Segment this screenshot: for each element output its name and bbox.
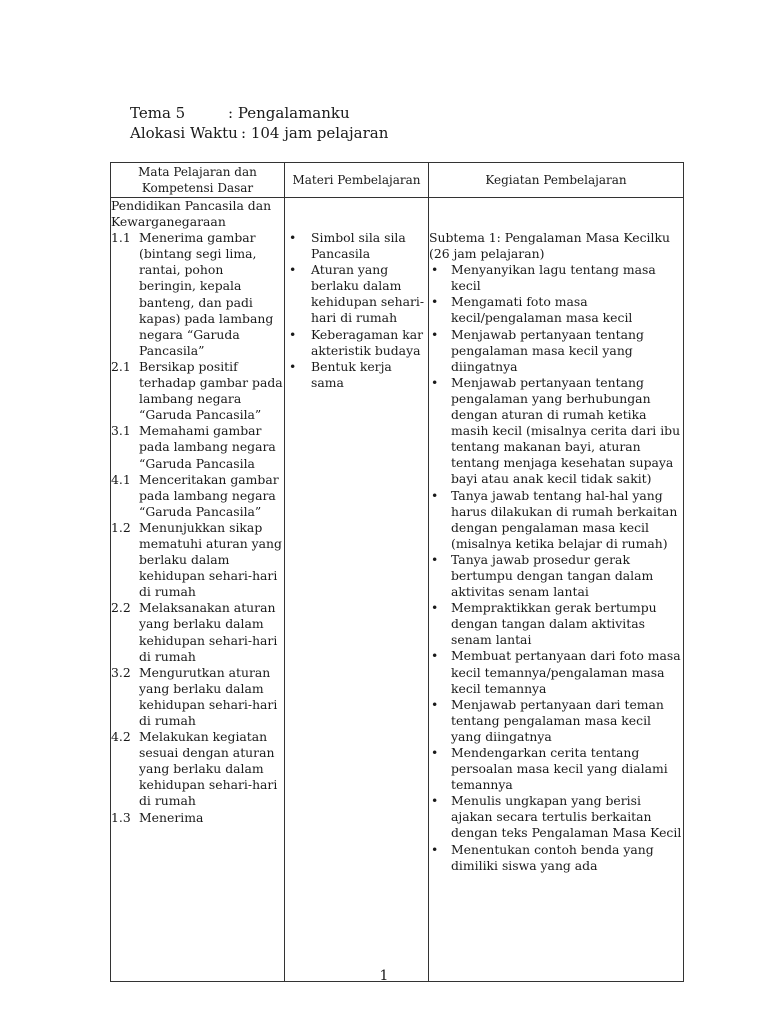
kegiatan-item (429, 793, 683, 841)
kegiatan-item (429, 648, 683, 696)
bullet-icon: • (431, 841, 439, 857)
competency-item (111, 729, 284, 809)
bullet-icon: • (431, 326, 439, 342)
kegiatan-text: Tanya jawab prosedur gerak bertumpu dengan tangan dalam aktivitas senam lantai (451, 551, 654, 600)
tema-value: : Pengalamanku (228, 104, 350, 122)
kegiatan-text: Mengamati foto masa kecil/pengalaman masa kecil (451, 294, 633, 326)
competency-text: Memahami gambar pada lambang negara “Garuda Pancasila (139, 423, 276, 471)
competency-number: 2.1 (111, 358, 131, 374)
kegiatan-text: Menentukan contoh benda yang dimiliki siswa yang ada (451, 841, 654, 873)
materi-item (285, 262, 428, 326)
tema-label: Tema 5 (130, 104, 186, 122)
competency-number: 4.2 (111, 729, 131, 745)
subtheme-title: Subtema 1: Pengalaman Masa Kecilku (26 jam pelajaran) (429, 230, 670, 262)
competency-number: 1.3 (111, 809, 131, 825)
bullet-icon: • (431, 262, 439, 278)
materi-text: Aturan yang berlaku dalam kehidupan sehari-hari di rumah (311, 262, 425, 326)
kegiatan-item (429, 294, 683, 326)
kompetensi-cell (111, 198, 285, 982)
kegiatan-item (429, 262, 683, 294)
materi-text: Simbol sila sila Pancasila (311, 230, 406, 262)
competency-item (111, 472, 284, 520)
competency-text: Mengurutkan aturan yang berlaku dalam kehidupan sehari-hari di rumah (139, 664, 278, 728)
document-header (130, 103, 388, 143)
bullet-icon: • (289, 230, 297, 245)
kegiatan-item (429, 488, 683, 552)
kegiatan-item (429, 600, 683, 648)
bullet-icon: • (431, 294, 439, 310)
tema-row (130, 103, 388, 123)
competency-text: Menerima gambar (bintang segi lima, rantai, pohon beringin, kepala banteng, dan padi kapas) pada lambang negara “Garuda Pancasila” (139, 230, 274, 358)
alokasi-row (130, 123, 388, 143)
materi-text: Bentuk kerja sama (311, 358, 392, 390)
kegiatan-text: Menjawab pertanyaan tentang pengalaman masa kecil yang diingatnya (451, 326, 644, 374)
competency-item (111, 359, 284, 423)
kegiatan-text: Mendengarkan cerita tentang persoalan masa kecil yang dialami temannya (451, 745, 668, 793)
column-header-materi: Materi Pembelajaran (285, 163, 429, 198)
bullet-icon: • (431, 696, 439, 712)
competency-number: 4.1 (111, 471, 131, 487)
bullet-icon: • (289, 326, 297, 342)
competency-list (111, 230, 284, 825)
table-row (111, 198, 684, 982)
alokasi-value: : 104 jam pelajaran (241, 124, 389, 142)
bullet-icon: • (431, 551, 439, 567)
column-header-kegiatan: Kegiatan Pembelajaran (429, 163, 684, 198)
bullet-icon: • (431, 487, 439, 503)
competency-text: Bersikap positif terhadap gambar pada lambang negara “Garuda Pancasila” (139, 358, 283, 423)
kegiatan-text: Menulis ungkapan yang berisi ajakan secara tertulis berkaitan dengan teks Pengalaman Masa Kecil (451, 793, 682, 841)
kegiatan-cell (429, 198, 684, 982)
competency-item (111, 520, 284, 600)
materi-text: Keberagaman karakteristik budaya (311, 326, 424, 358)
competency-number: 2.2 (111, 600, 131, 616)
competency-number: 1.1 (111, 230, 131, 246)
competency-item (111, 810, 284, 826)
kegiatan-text: Menjawab pertanyaan dari teman tentang pengalaman masa kecil yang diingatnya (451, 696, 664, 744)
competency-text: Melakukan kegiatan sesuai dengan aturan yang berlaku dalam kehidupan sehari-hari di rumah (139, 729, 278, 809)
kegiatan-text: Mempraktikkan gerak bertumpu dengan tangan dalam aktivitas senam lantai (451, 600, 657, 648)
competency-item (111, 665, 284, 729)
kegiatan-text: Membuat pertanyaan dari foto masa kecil temannya/pengalaman masa kecil temannya (451, 648, 681, 696)
bullet-icon: • (431, 600, 439, 616)
competency-number: 3.1 (111, 423, 131, 439)
competency-item (111, 230, 284, 359)
materi-cell (285, 198, 429, 982)
kegiatan-text: Tanya jawab tentang hal-hal yang harus dilakukan di rumah berkaitan dengan pengalaman masa kecil (misalnya ketika belajar di rumah) (451, 487, 678, 551)
table-header-row (111, 163, 684, 198)
competency-text: Melaksanakan aturan yang berlaku dalam kehidupan sehari-hari di rumah (139, 600, 278, 664)
competency-item (111, 600, 284, 664)
bullet-icon: • (431, 745, 439, 760)
bullet-icon: • (289, 358, 297, 374)
bullet-icon: • (431, 648, 439, 664)
competency-text: Menerima (139, 809, 204, 825)
bullet-icon: • (431, 374, 439, 390)
alokasi-label: Alokasi Waktu (130, 124, 238, 142)
page-number: 1 (379, 968, 389, 984)
competency-text: Menceritakan gambar pada lambang negara “Garuda Pancasila” (139, 471, 279, 519)
competency-item (111, 423, 284, 471)
kegiatan-item (429, 375, 683, 488)
materi-item (285, 359, 428, 391)
competency-number: 3.2 (111, 664, 131, 680)
bullet-icon: • (431, 793, 439, 809)
kegiatan-text: Menjawab pertanyaan tentang pengalaman yang berhubungan dengan aturan di rumah ketika masih kecil (misalnya cerita dari ibu tentang makanan bayi, aturan tentang menjaga kesehatan supaya bayi atau anak kecil tidak sakit) (451, 374, 681, 487)
competency-text: Menunjukkan sikap mematuhi aturan yang berlaku dalam kehidupan sehari-hari di rumah (139, 519, 282, 600)
kegiatan-list (429, 262, 683, 874)
syllabus-table (110, 162, 684, 982)
kegiatan-item (429, 697, 683, 745)
kegiatan-item (429, 842, 683, 874)
subject-title: Pendidikan Pancasila dan Kewarganegaraan (111, 198, 272, 230)
materi-item (285, 327, 428, 359)
kegiatan-item (429, 327, 683, 375)
materi-item (285, 230, 428, 262)
bullet-icon: • (289, 262, 297, 278)
column-header-kompetensi: Mata Pelajaran dan Kompetensi Dasar (111, 163, 285, 198)
kegiatan-text: Menyanyikan lagu tentang masa kecil (451, 262, 656, 294)
materi-list (285, 230, 428, 391)
competency-number: 1.2 (111, 519, 131, 535)
kegiatan-item (429, 552, 683, 600)
kegiatan-item (429, 745, 683, 793)
